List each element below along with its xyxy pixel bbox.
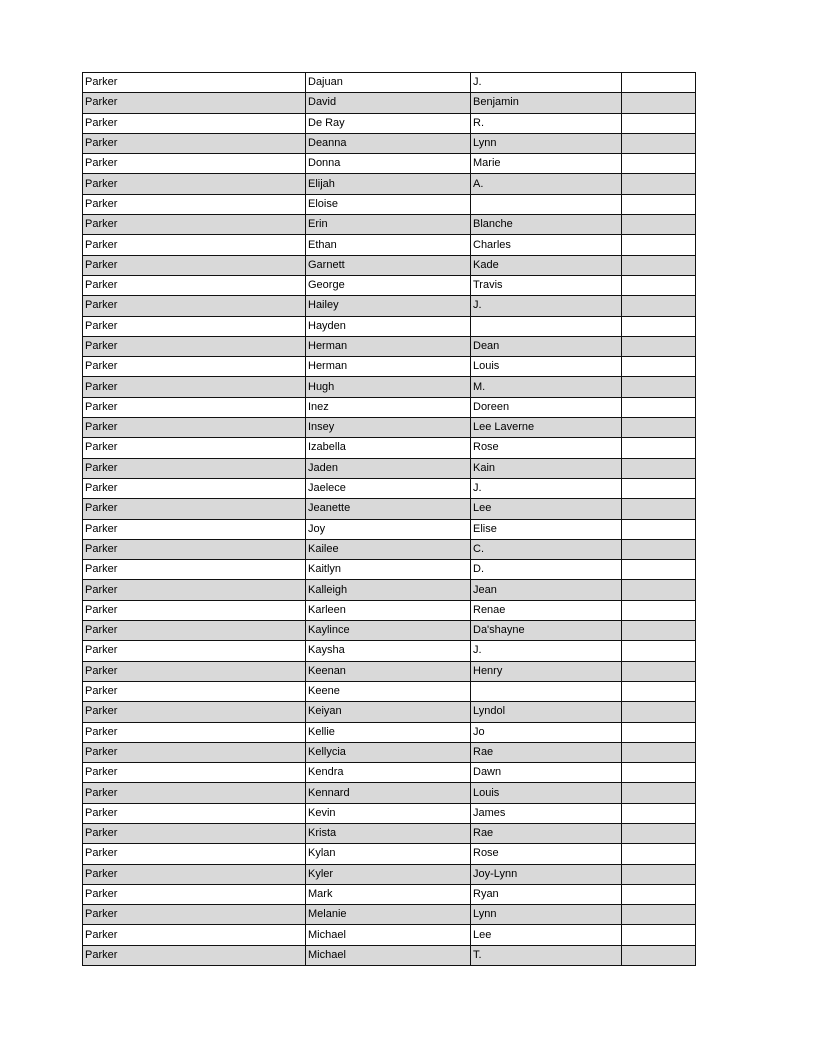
extra-cell xyxy=(622,154,696,174)
extra-cell xyxy=(622,884,696,904)
table-row xyxy=(83,621,696,641)
last-name-cell: Parker xyxy=(83,600,306,620)
middle-name-cell: Lynn xyxy=(471,133,622,153)
extra-cell xyxy=(622,93,696,113)
middle-name-cell: Lynn xyxy=(471,905,622,925)
first-name-cell: Kaylince xyxy=(306,621,471,641)
middle-name-cell: C. xyxy=(471,539,622,559)
last-name-cell: Parker xyxy=(83,296,306,316)
extra-cell xyxy=(622,580,696,600)
first-name-cell: Inez xyxy=(306,397,471,417)
table-row xyxy=(83,336,696,356)
table-row xyxy=(83,864,696,884)
last-name-cell: Parker xyxy=(83,621,306,641)
first-name-cell: Keene xyxy=(306,681,471,701)
last-name-cell: Parker xyxy=(83,499,306,519)
last-name-cell: Parker xyxy=(83,235,306,255)
table-row xyxy=(83,418,696,438)
extra-cell xyxy=(622,621,696,641)
first-name-cell: Deanna xyxy=(306,133,471,153)
first-name-cell: Donna xyxy=(306,154,471,174)
first-name-cell: Kylan xyxy=(306,844,471,864)
last-name-cell: Parker xyxy=(83,580,306,600)
middle-name-cell: Joy-Lynn xyxy=(471,864,622,884)
last-name-cell: Parker xyxy=(83,641,306,661)
middle-name-cell: Doreen xyxy=(471,397,622,417)
middle-name-cell xyxy=(471,194,622,214)
middle-name-cell: Travis xyxy=(471,275,622,295)
table-row xyxy=(83,133,696,153)
last-name-cell: Parker xyxy=(83,275,306,295)
table-row xyxy=(83,783,696,803)
table-row xyxy=(83,113,696,133)
last-name-cell: Parker xyxy=(83,742,306,762)
table-row xyxy=(83,499,696,519)
extra-cell xyxy=(622,803,696,823)
middle-name-cell: Dean xyxy=(471,336,622,356)
last-name-cell: Parker xyxy=(83,844,306,864)
table-row xyxy=(83,661,696,681)
first-name-cell: Melanie xyxy=(306,905,471,925)
table-row xyxy=(83,194,696,214)
first-name-cell: Dajuan xyxy=(306,73,471,93)
table-row xyxy=(83,844,696,864)
extra-cell xyxy=(622,823,696,843)
last-name-cell: Parker xyxy=(83,661,306,681)
extra-cell xyxy=(622,255,696,275)
extra-cell xyxy=(622,661,696,681)
first-name-cell: Kennard xyxy=(306,783,471,803)
first-name-cell: Joy xyxy=(306,519,471,539)
middle-name-cell: J. xyxy=(471,296,622,316)
middle-name-cell: M. xyxy=(471,377,622,397)
table-row xyxy=(83,478,696,498)
table-row xyxy=(83,458,696,478)
middle-name-cell xyxy=(471,681,622,701)
middle-name-cell: Louis xyxy=(471,357,622,377)
middle-name-cell: J. xyxy=(471,73,622,93)
middle-name-cell: Lyndol xyxy=(471,702,622,722)
last-name-cell: Parker xyxy=(83,519,306,539)
table-row xyxy=(83,377,696,397)
first-name-cell: Elijah xyxy=(306,174,471,194)
first-name-cell: George xyxy=(306,275,471,295)
table-row xyxy=(83,905,696,925)
extra-cell xyxy=(622,275,696,295)
first-name-cell: Krista xyxy=(306,823,471,843)
last-name-cell: Parker xyxy=(83,194,306,214)
last-name-cell: Parker xyxy=(83,377,306,397)
middle-name-cell: Rose xyxy=(471,438,622,458)
first-name-cell: Kailee xyxy=(306,539,471,559)
last-name-cell: Parker xyxy=(83,174,306,194)
last-name-cell: Parker xyxy=(83,783,306,803)
last-name-cell: Parker xyxy=(83,539,306,559)
table-row xyxy=(83,539,696,559)
extra-cell xyxy=(622,458,696,478)
first-name-cell: Kellycia xyxy=(306,742,471,762)
extra-cell xyxy=(622,864,696,884)
first-name-cell: Hailey xyxy=(306,296,471,316)
last-name-cell: Parker xyxy=(83,133,306,153)
table-row xyxy=(83,154,696,174)
middle-name-cell xyxy=(471,316,622,336)
first-name-cell: Jaden xyxy=(306,458,471,478)
extra-cell xyxy=(622,702,696,722)
extra-cell xyxy=(622,397,696,417)
table-row xyxy=(83,702,696,722)
extra-cell xyxy=(622,377,696,397)
first-name-cell: Herman xyxy=(306,357,471,377)
last-name-cell: Parker xyxy=(83,397,306,417)
last-name-cell: Parker xyxy=(83,945,306,965)
table-row xyxy=(83,722,696,742)
table-row xyxy=(83,580,696,600)
first-name-cell: De Ray xyxy=(306,113,471,133)
extra-cell xyxy=(622,438,696,458)
table-row xyxy=(83,397,696,417)
extra-cell xyxy=(622,763,696,783)
middle-name-cell: Charles xyxy=(471,235,622,255)
table-row xyxy=(83,560,696,580)
first-name-cell: Insey xyxy=(306,418,471,438)
last-name-cell: Parker xyxy=(83,905,306,925)
extra-cell xyxy=(622,925,696,945)
extra-cell xyxy=(622,844,696,864)
last-name-cell: Parker xyxy=(83,438,306,458)
extra-cell xyxy=(622,742,696,762)
first-name-cell: Jeanette xyxy=(306,499,471,519)
first-name-cell: Kaitlyn xyxy=(306,560,471,580)
middle-name-cell: Da'shayne xyxy=(471,621,622,641)
extra-cell xyxy=(622,905,696,925)
first-name-cell: Kalleigh xyxy=(306,580,471,600)
last-name-cell: Parker xyxy=(83,722,306,742)
last-name-cell: Parker xyxy=(83,884,306,904)
extra-cell xyxy=(622,73,696,93)
middle-name-cell: Renae xyxy=(471,600,622,620)
table-row xyxy=(83,823,696,843)
first-name-cell: Kevin xyxy=(306,803,471,823)
table-row xyxy=(83,296,696,316)
middle-name-cell: Marie xyxy=(471,154,622,174)
middle-name-cell: Kade xyxy=(471,255,622,275)
first-name-cell: Hayden xyxy=(306,316,471,336)
extra-cell xyxy=(622,215,696,235)
first-name-cell: Ethan xyxy=(306,235,471,255)
first-name-cell: Mark xyxy=(306,884,471,904)
last-name-cell: Parker xyxy=(83,336,306,356)
last-name-cell: Parker xyxy=(83,925,306,945)
middle-name-cell: J. xyxy=(471,478,622,498)
extra-cell xyxy=(622,235,696,255)
table-row xyxy=(83,275,696,295)
middle-name-cell: R. xyxy=(471,113,622,133)
middle-name-cell: J. xyxy=(471,641,622,661)
table-row xyxy=(83,742,696,762)
table-row xyxy=(83,93,696,113)
table-row xyxy=(83,803,696,823)
table-row xyxy=(83,945,696,965)
last-name-cell: Parker xyxy=(83,316,306,336)
first-name-cell: Kellie xyxy=(306,722,471,742)
table-row xyxy=(83,763,696,783)
last-name-cell: Parker xyxy=(83,255,306,275)
extra-cell xyxy=(622,560,696,580)
last-name-cell: Parker xyxy=(83,823,306,843)
name-table-body xyxy=(83,73,696,966)
extra-cell xyxy=(622,133,696,153)
middle-name-cell: Ryan xyxy=(471,884,622,904)
extra-cell xyxy=(622,945,696,965)
middle-name-cell: Lee xyxy=(471,925,622,945)
middle-name-cell: Blanche xyxy=(471,215,622,235)
middle-name-cell: Louis xyxy=(471,783,622,803)
table-row xyxy=(83,255,696,275)
extra-cell xyxy=(622,539,696,559)
middle-name-cell: A. xyxy=(471,174,622,194)
last-name-cell: Parker xyxy=(83,702,306,722)
first-name-cell: Erin xyxy=(306,215,471,235)
extra-cell xyxy=(622,316,696,336)
last-name-cell: Parker xyxy=(83,864,306,884)
last-name-cell: Parker xyxy=(83,478,306,498)
table-row xyxy=(83,215,696,235)
table-row xyxy=(83,438,696,458)
middle-name-cell: Kain xyxy=(471,458,622,478)
table-row xyxy=(83,641,696,661)
table-row xyxy=(83,235,696,255)
middle-name-cell: Jo xyxy=(471,722,622,742)
extra-cell xyxy=(622,722,696,742)
last-name-cell: Parker xyxy=(83,93,306,113)
first-name-cell: Izabella xyxy=(306,438,471,458)
last-name-cell: Parker xyxy=(83,560,306,580)
first-name-cell: Eloise xyxy=(306,194,471,214)
middle-name-cell: Lee Laverne xyxy=(471,418,622,438)
extra-cell xyxy=(622,519,696,539)
middle-name-cell: James xyxy=(471,803,622,823)
extra-cell xyxy=(622,357,696,377)
first-name-cell: Kyler xyxy=(306,864,471,884)
first-name-cell: Jaelece xyxy=(306,478,471,498)
extra-cell xyxy=(622,194,696,214)
table-row xyxy=(83,681,696,701)
first-name-cell: David xyxy=(306,93,471,113)
table-row xyxy=(83,357,696,377)
last-name-cell: Parker xyxy=(83,113,306,133)
middle-name-cell: Henry xyxy=(471,661,622,681)
extra-cell xyxy=(622,641,696,661)
first-name-cell: Keenan xyxy=(306,661,471,681)
first-name-cell: Hugh xyxy=(306,377,471,397)
first-name-cell: Garnett xyxy=(306,255,471,275)
first-name-cell: Herman xyxy=(306,336,471,356)
first-name-cell: Kendra xyxy=(306,763,471,783)
first-name-cell: Keiyan xyxy=(306,702,471,722)
first-name-cell: Karleen xyxy=(306,600,471,620)
middle-name-cell: Jean xyxy=(471,580,622,600)
last-name-cell: Parker xyxy=(83,681,306,701)
last-name-cell: Parker xyxy=(83,458,306,478)
table-row xyxy=(83,174,696,194)
extra-cell xyxy=(622,600,696,620)
middle-name-cell: D. xyxy=(471,560,622,580)
extra-cell xyxy=(622,681,696,701)
last-name-cell: Parker xyxy=(83,73,306,93)
middle-name-cell: Elise xyxy=(471,519,622,539)
extra-cell xyxy=(622,336,696,356)
last-name-cell: Parker xyxy=(83,154,306,174)
extra-cell xyxy=(622,113,696,133)
extra-cell xyxy=(622,478,696,498)
middle-name-cell: Rose xyxy=(471,844,622,864)
last-name-cell: Parker xyxy=(83,763,306,783)
extra-cell xyxy=(622,418,696,438)
table-row xyxy=(83,316,696,336)
middle-name-cell: Benjamin xyxy=(471,93,622,113)
first-name-cell: Michael xyxy=(306,925,471,945)
table-row xyxy=(83,600,696,620)
table-row xyxy=(83,519,696,539)
middle-name-cell: Rae xyxy=(471,823,622,843)
middle-name-cell: T. xyxy=(471,945,622,965)
first-name-cell: Kaysha xyxy=(306,641,471,661)
last-name-cell: Parker xyxy=(83,803,306,823)
last-name-cell: Parker xyxy=(83,357,306,377)
middle-name-cell: Lee xyxy=(471,499,622,519)
name-table xyxy=(82,72,696,966)
table-row xyxy=(83,925,696,945)
middle-name-cell: Rae xyxy=(471,742,622,762)
last-name-cell: Parker xyxy=(83,418,306,438)
extra-cell xyxy=(622,499,696,519)
first-name-cell: Michael xyxy=(306,945,471,965)
middle-name-cell: Dawn xyxy=(471,763,622,783)
table-row xyxy=(83,73,696,93)
last-name-cell: Parker xyxy=(83,215,306,235)
extra-cell xyxy=(622,783,696,803)
extra-cell xyxy=(622,296,696,316)
table-row xyxy=(83,884,696,904)
extra-cell xyxy=(622,174,696,194)
